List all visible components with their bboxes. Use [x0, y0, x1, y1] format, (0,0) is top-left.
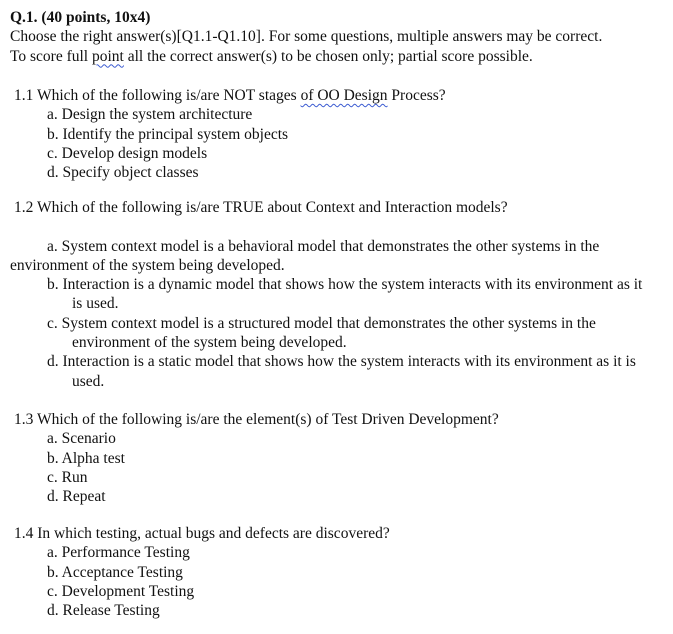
answer-option-a: a. Scenario: [47, 430, 116, 448]
question-1-3: [14, 410, 664, 506]
answer-option-d: d. Specify object classes: [47, 164, 199, 182]
answer-option-b: b. Identify the principal system objects: [47, 125, 289, 143]
question-1-2: [10, 198, 664, 391]
answer-option-c: c. Develop design models: [47, 144, 208, 162]
question-stem: 1.3 Which of the following is/are the element(s) of Test Driven Development?: [14, 411, 499, 428]
spellcheck-marked-phrase: of OO Design: [300, 87, 388, 104]
blank-line: [14, 217, 664, 236]
answer-option-c: c. Development Testing: [47, 582, 195, 600]
question-title: Q.1. (40 points, 10x4): [10, 9, 151, 26]
question-stem: 1.4 In which testing, actual bugs and defects are discovered?: [14, 525, 390, 542]
question-stem: [14, 86, 664, 105]
answer-option-d: d. Repeat: [47, 488, 106, 506]
answer-option-d: d. Release Testing: [47, 602, 160, 620]
answer-option-b: b. Acceptance Testing: [47, 563, 183, 581]
instructions-line-2-end: all the correct answer(s) to be chosen only; partial score possible.: [123, 47, 533, 65]
answer-option-c: c. Run: [47, 468, 88, 486]
instructions-line-2-start: To score full: [10, 47, 92, 65]
question-stem: 1.2 Which of the following is/are TRUE about Context and Interaction models?: [14, 199, 508, 216]
answer-option-d: d. Interaction is a static model that shows how the system interacts with its environment as it is used.: [47, 353, 636, 390]
spellcheck-marked-word: point: [92, 47, 124, 65]
instructions-line-1: Choose the right answer(s)[Q1.1-Q1.10]. For some questions, multiple answers may be correct.: [10, 28, 603, 46]
answer-option-a: a. Performance Testing: [47, 544, 190, 562]
answer-option-b: b. Alpha test: [47, 449, 125, 467]
answer-option-b: b. Interaction is a dynamic model that shows how the system interacts with its environment as it is used.: [47, 276, 643, 313]
question-1-4: [14, 524, 664, 620]
answer-option-a: a. Design the system architecture: [47, 106, 253, 124]
question-stem-start: 1.1 Which of the following is/are NOT stages: [14, 87, 301, 104]
answer-option-a: a. System context model is a behavioral model that demonstrates the other systems in the environment of the system being developed.: [10, 237, 600, 274]
instructions-line-2: [10, 47, 665, 66]
question-header: [10, 8, 665, 66]
question-stem-end: Process?: [387, 87, 446, 104]
answer-option-c: c. System context model is a structured model that demonstrates the other systems in the environment of the system being developed.: [47, 314, 596, 352]
question-1-1: [14, 86, 664, 182]
